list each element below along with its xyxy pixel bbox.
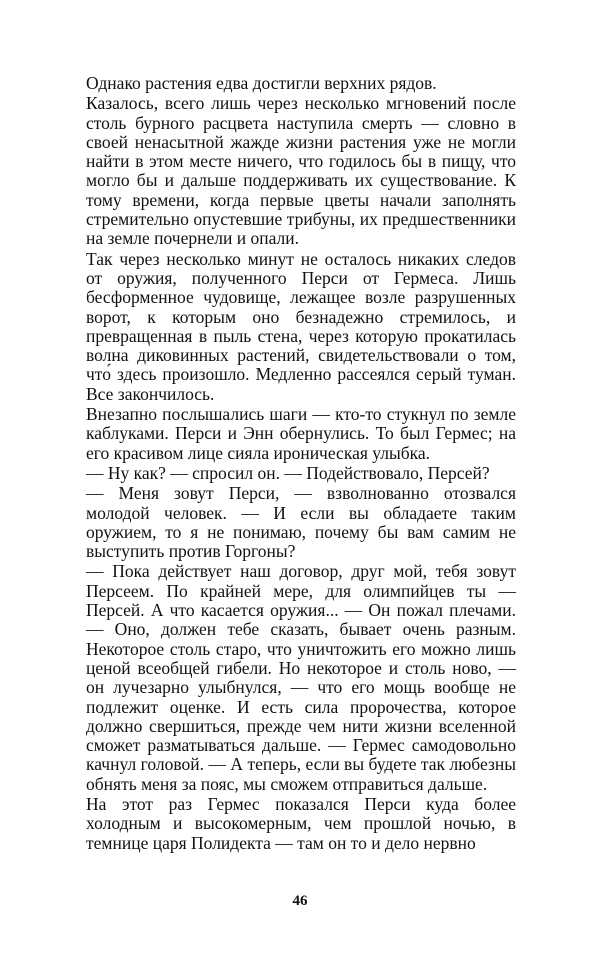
paragraph: — Ну как? — спросил он. — Подействовало, Персей? (86, 462, 490, 483)
paragraph: Внезапно послышались шаги — кто-то стукнул по земле каблуками. Перси и Энн обернулись. То был Гермес; на его красивом лице сияла ироническая улыбка. (86, 404, 516, 463)
paragraph: — Меня зовут Перси, — взволнованно отозвался молодой человек. — И если вы обладаете таким оружием, то я не понимаю, почему бы вам самим не выступить против Горгоны? (86, 483, 516, 562)
page-number: 46 (292, 893, 308, 909)
paragraph: На этот раз Гермес показался Перси куда более холодным и высокомерным, чем прошлой ночью, в темнице царя Полидекта — там он то и дело нервно (86, 793, 516, 853)
body-text (86, 74, 516, 853)
paragraph: Так через несколько минут не осталось никаких следов от оружия, полученного Перси от Гермеса. Лишь бесформенное чудовище, лежащее возле разрушенных ворот, к которым оно безнадежно стремилось, и превращенная в пыль стена, через которую прокатилась волна диковинных растений, свидетельствовали о том, что́ здесь произошло. Медленно рассеялся серый туман. Все закончилось. (86, 248, 516, 404)
paragraph: — Пока действует наш договор, друг мой, тебя зовут Персеем. По крайней мере, для олимпийцев ты — Персей. А что касается оружия... — Он пожал плечами. — Оно, должен тебе сказать, бывает очень разным. Некоторое столь старо, что уничтожить его можно лишь ценой всеобщей гибели. Но некоторое и столь ново, — он лучезарно улыбнулся, — что его мощь вообще не подлежит оценке. И есть сила пророчества, которое должно свершиться, прежде чем нити жизни вселенной сможет разматываться дальше. — Гермес самодовольно качнул головой. — А теперь, если вы будете так любезны обнять меня за пояс, мы сможем отправиться дальше. (86, 561, 516, 794)
paragraph: Казалось, всего лишь через несколько мгновений после столь бурного расцвета наступила смерть — словно в своей ненасытной жажде жизни растения уже не могли найти в этом месте ничего, что годилось бы в пищу, что могло бы и дальше поддерживать их существование. К тому времени, когда первые цветы начали заполнять стремительно опустевшие трибуны, их предшественники на земле почернели и опали. (86, 93, 516, 249)
paragraph: Однако растения едва достигли верхних рядов. (86, 73, 437, 93)
